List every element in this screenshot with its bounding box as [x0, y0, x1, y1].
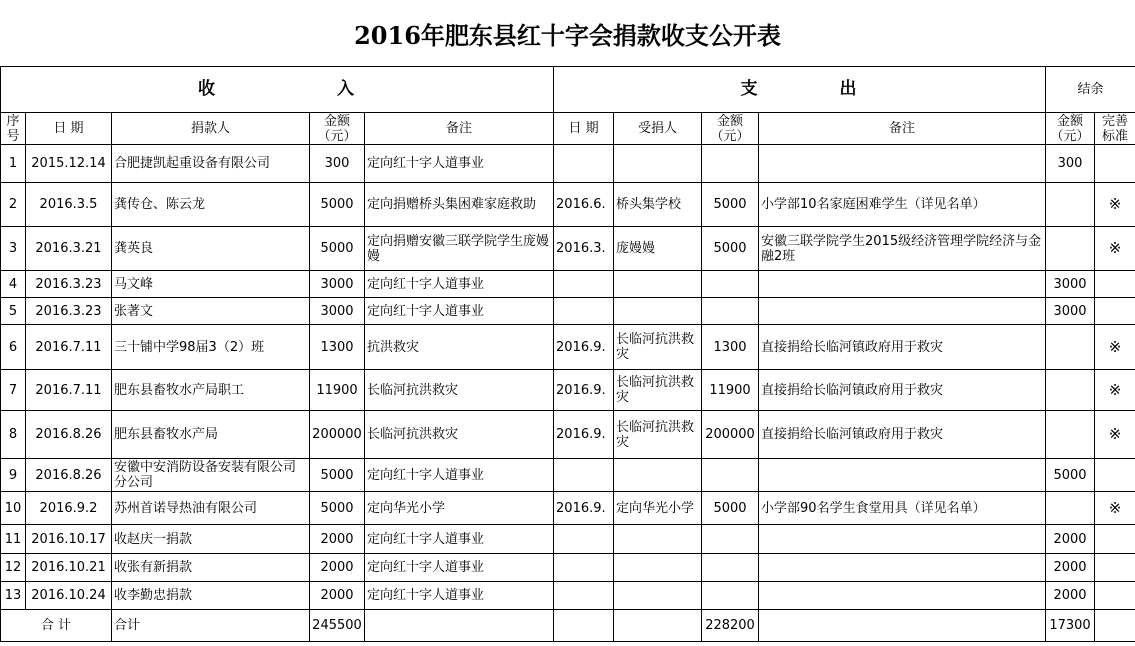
expense-amount-cell: 11900: [702, 370, 759, 411]
balance-cell: 2000: [1046, 554, 1095, 582]
income-note-cell: 定向捐赠安徽三联学院学生庞嫚嫚: [365, 227, 554, 271]
income-amount-cell: 300: [310, 145, 365, 183]
balance-cell: [1046, 183, 1095, 227]
income-amount-cell: 2000: [310, 554, 365, 582]
seq-cell: 7: [1, 370, 26, 411]
total-label: 合 计: [1, 610, 112, 642]
income-date-cell: 2016.10.21: [26, 554, 112, 582]
col-income-date: 日 期: [26, 113, 112, 145]
expense-amount-cell: 200000: [702, 411, 759, 459]
balance-cell: 300: [1046, 145, 1095, 183]
expense-note-cell: 直接捐给长临河镇政府用于救灾: [759, 411, 1046, 459]
income-amount-cell: 11900: [310, 370, 365, 411]
table-row: [1, 271, 1135, 298]
balance-cell: 2000: [1046, 582, 1095, 610]
expense-note-cell: 直接捐给长临河镇政府用于救灾: [759, 370, 1046, 411]
donor-cell: 肥东县畜牧水产局: [112, 411, 310, 459]
expense-note-cell: 小学部90名学生食堂用具（详见名单）: [759, 492, 1046, 525]
income-amount-cell: 3000: [310, 271, 365, 298]
income-header-char-1: 收: [198, 79, 218, 99]
table-row: [1, 525, 1135, 554]
balance-cell: [1046, 227, 1095, 271]
income-amount-cell: 2000: [310, 525, 365, 554]
table-row: [1, 459, 1135, 492]
balance-cell: 5000: [1046, 459, 1095, 492]
seq-cell: 2: [1, 183, 26, 227]
expense-date-cell: [554, 271, 614, 298]
section-header-row: [1, 67, 1135, 113]
table-row: [1, 298, 1135, 325]
balance-cell: [1046, 411, 1095, 459]
total-mark: [1095, 610, 1135, 642]
expense-note-cell: [759, 582, 1046, 610]
seq-cell: 1: [1, 145, 26, 183]
total-expense-date: [554, 610, 614, 642]
expense-note-cell: [759, 554, 1046, 582]
expense-note-cell: [759, 298, 1046, 325]
seq-cell: 4: [1, 271, 26, 298]
expense-date-cell: 2016.9.: [554, 325, 614, 370]
table-row: [1, 325, 1135, 370]
complete-mark-cell: ※: [1095, 183, 1135, 227]
expense-date-cell: [554, 554, 614, 582]
expense-header-char-1: 支: [740, 79, 760, 99]
income-note-cell: 定向红十字人道事业: [365, 525, 554, 554]
expense-date-cell: [554, 298, 614, 325]
expense-note-cell: 小学部10名家庭困难学生（详见名单）: [759, 183, 1046, 227]
expense-amount-cell: 1300: [702, 325, 759, 370]
complete-mark-cell: [1095, 271, 1135, 298]
donor-cell: 马文峰: [112, 271, 310, 298]
income-date-cell: 2016.10.17: [26, 525, 112, 554]
donor-cell: 张著文: [112, 298, 310, 325]
income-amount-cell: 5000: [310, 227, 365, 271]
seq-cell: 11: [1, 525, 26, 554]
donor-cell: 龚英良: [112, 227, 310, 271]
complete-mark-cell: ※: [1095, 492, 1135, 525]
expense-note-cell: [759, 459, 1046, 492]
income-note-cell: 定向红十字人道事业: [365, 554, 554, 582]
complete-mark-cell: [1095, 582, 1135, 610]
income-amount-cell: 2000: [310, 582, 365, 610]
total-recipient: [614, 610, 702, 642]
expense-date-cell: [554, 525, 614, 554]
col-income-note: 备注: [365, 113, 554, 145]
donor-cell: 收张有新捐款: [112, 554, 310, 582]
seq-cell: 9: [1, 459, 26, 492]
income-date-cell: 2016.3.21: [26, 227, 112, 271]
expense-amount-cell: 5000: [702, 492, 759, 525]
recipient-cell: [614, 298, 702, 325]
income-note-cell: 定向红十字人道事业: [365, 271, 554, 298]
income-amount-cell: 3000: [310, 298, 365, 325]
expense-amount-cell: [702, 582, 759, 610]
recipient-cell: 桥头集学校: [614, 183, 702, 227]
income-amount-cell: 1300: [310, 325, 365, 370]
table-row: [1, 370, 1135, 411]
complete-mark-cell: [1095, 145, 1135, 183]
income-amount-cell: 5000: [310, 492, 365, 525]
table-row: [1, 582, 1135, 610]
col-balance-amount: 金额（元）: [1046, 113, 1095, 145]
seq-cell: 3: [1, 227, 26, 271]
recipient-cell: 长临河抗洪救灾: [614, 370, 702, 411]
total-income-amount: 245500: [310, 610, 365, 642]
recipient-cell: [614, 459, 702, 492]
column-header-row: [1, 113, 1135, 145]
page-title: 2016年肥东县红十字会捐款收支公开表: [354, 20, 781, 50]
expense-amount-cell: [702, 459, 759, 492]
seq-cell: 6: [1, 325, 26, 370]
expense-amount-cell: 5000: [702, 183, 759, 227]
seq-cell: 10: [1, 492, 26, 525]
donor-cell: 安徽中安消防设备安装有限公司分公司: [112, 459, 310, 492]
table-row: [1, 227, 1135, 271]
balance-cell: 3000: [1046, 271, 1095, 298]
income-date-cell: 2016.8.26: [26, 459, 112, 492]
expense-date-cell: [554, 582, 614, 610]
expense-date-cell: 2016.9.: [554, 370, 614, 411]
expense-date-cell: 2016.3.: [554, 227, 614, 271]
income-note-cell: 定向红十字人道事业: [365, 145, 554, 183]
col-seq: 序号: [1, 113, 26, 145]
total-donor: 合计: [112, 610, 310, 642]
income-date-cell: 2016.3.23: [26, 271, 112, 298]
balance-cell: [1046, 492, 1095, 525]
expense-note-cell: 安徽三联学院学生2015级经济管理学院经济与金融2班: [759, 227, 1046, 271]
income-note-cell: 定向红十字人道事业: [365, 582, 554, 610]
income-note-cell: 长临河抗洪救灾: [365, 411, 554, 459]
expense-note-cell: 直接捐给长临河镇政府用于救灾: [759, 325, 1046, 370]
col-complete-standard: 完善标准: [1095, 113, 1135, 145]
balance-cell: 2000: [1046, 525, 1095, 554]
income-section-header: [1, 67, 554, 113]
seq-cell: 5: [1, 298, 26, 325]
income-date-cell: 2016.10.24: [26, 582, 112, 610]
income-amount-cell: 5000: [310, 183, 365, 227]
seq-cell: 8: [1, 411, 26, 459]
expense-date-cell: [554, 145, 614, 183]
balance-cell: 3000: [1046, 298, 1095, 325]
donation-table: [0, 66, 1135, 642]
total-income-note: [365, 610, 554, 642]
recipient-cell: 定向华光小学: [614, 492, 702, 525]
expense-note-cell: [759, 271, 1046, 298]
col-expense-note: 备注: [759, 113, 1046, 145]
income-date-cell: 2016.3.23: [26, 298, 112, 325]
total-balance: 17300: [1046, 610, 1095, 642]
seq-cell: 13: [1, 582, 26, 610]
expense-amount-cell: [702, 525, 759, 554]
total-expense-amount: 228200: [702, 610, 759, 642]
donor-cell: 收李勤忠捐款: [112, 582, 310, 610]
income-note-cell: 长临河抗洪救灾: [365, 370, 554, 411]
recipient-cell: [614, 554, 702, 582]
total-row: [1, 610, 1135, 642]
expense-amount-cell: [702, 554, 759, 582]
complete-mark-cell: ※: [1095, 370, 1135, 411]
recipient-cell: 长临河抗洪救灾: [614, 411, 702, 459]
income-date-cell: 2016.7.11: [26, 370, 112, 411]
expense-section-header: [554, 67, 1046, 113]
col-expense-date: 日 期: [554, 113, 614, 145]
expense-header-char-2: 出: [839, 79, 859, 99]
complete-mark-cell: ※: [1095, 227, 1135, 271]
complete-mark-cell: ※: [1095, 411, 1135, 459]
expense-date-cell: 2016.9.: [554, 492, 614, 525]
table-row: [1, 492, 1135, 525]
expense-amount-cell: [702, 271, 759, 298]
col-income-amount: 金额（元）: [310, 113, 365, 145]
complete-mark-cell: [1095, 554, 1135, 582]
income-amount-cell: 5000: [310, 459, 365, 492]
table-row: [1, 411, 1135, 459]
income-header-char-2: 入: [337, 79, 357, 99]
expense-amount-cell: 5000: [702, 227, 759, 271]
col-expense-amount: 金额（元）: [702, 113, 759, 145]
income-date-cell: 2016.7.11: [26, 325, 112, 370]
table-row: [1, 183, 1135, 227]
balance-cell: [1046, 325, 1095, 370]
expense-note-cell: [759, 525, 1046, 554]
complete-mark-cell: [1095, 459, 1135, 492]
table-row: [1, 554, 1135, 582]
expense-date-cell: [554, 459, 614, 492]
balance-cell: [1046, 370, 1095, 411]
recipient-cell: 庞嫚嫚: [614, 227, 702, 271]
income-amount-cell: 200000: [310, 411, 365, 459]
donor-cell: 苏州首诺导热油有限公司: [112, 492, 310, 525]
total-expense-note: [759, 610, 1046, 642]
seq-cell: 12: [1, 554, 26, 582]
income-date-cell: 2016.9.2: [26, 492, 112, 525]
income-date-cell: 2016.8.26: [26, 411, 112, 459]
income-note-cell: 定向华光小学: [365, 492, 554, 525]
donor-cell: 三十铺中学98届3（2）班: [112, 325, 310, 370]
table-row: [1, 145, 1135, 183]
expense-amount-cell: [702, 298, 759, 325]
income-note-cell: 定向红十字人道事业: [365, 459, 554, 492]
recipient-cell: 长临河抗洪救灾: [614, 325, 702, 370]
donor-cell: 合肥捷凯起重设备有限公司: [112, 145, 310, 183]
expense-date-cell: 2016.6.: [554, 183, 614, 227]
donor-cell: 收赵庆一捐款: [112, 525, 310, 554]
balance-section-header: 结余: [1046, 67, 1135, 113]
income-date-cell: 2016.3.5: [26, 183, 112, 227]
complete-mark-cell: [1095, 298, 1135, 325]
expense-date-cell: 2016.9.: [554, 411, 614, 459]
recipient-cell: [614, 582, 702, 610]
donor-cell: 肥东县畜牧水产局职工: [112, 370, 310, 411]
complete-mark-cell: [1095, 525, 1135, 554]
income-note-cell: 定向红十字人道事业: [365, 298, 554, 325]
donor-cell: 龚传仓、陈云龙: [112, 183, 310, 227]
income-note-cell: 定向捐赠桥头集困难家庭救助: [365, 183, 554, 227]
col-donor: 捐款人: [112, 113, 310, 145]
income-note-cell: 抗洪救灾: [365, 325, 554, 370]
col-recipient: 受捐人: [614, 113, 702, 145]
recipient-cell: [614, 271, 702, 298]
expense-amount-cell: [702, 145, 759, 183]
recipient-cell: [614, 525, 702, 554]
recipient-cell: [614, 145, 702, 183]
expense-note-cell: [759, 145, 1046, 183]
complete-mark-cell: ※: [1095, 325, 1135, 370]
income-date-cell: 2015.12.14: [26, 145, 112, 183]
